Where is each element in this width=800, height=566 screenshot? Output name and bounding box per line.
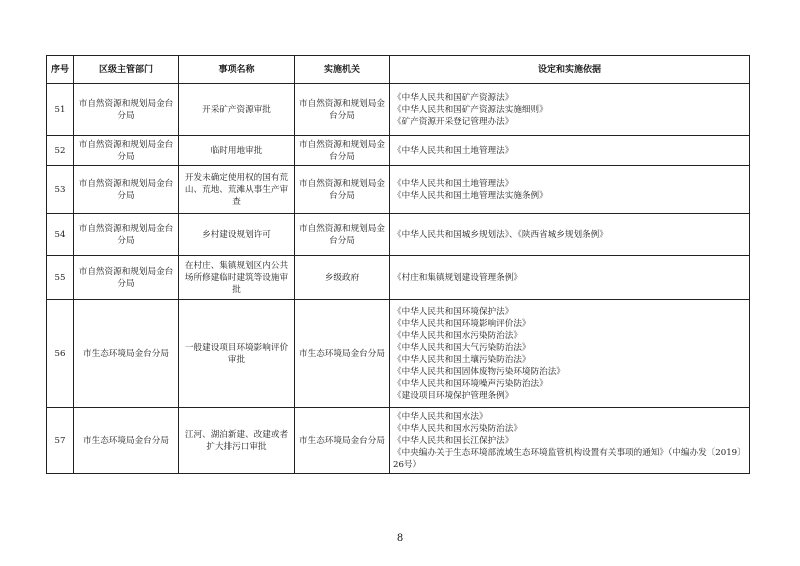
header-implementing-agency: 实施机关 [295,56,390,84]
approval-items-table [46,55,750,474]
header-legal-basis: 设定和实施依据 [390,56,750,84]
header-serial-number: 序号 [47,56,74,84]
basis-line: 《矿产资源开采登记管理办法》 [393,116,514,127]
page-number: 8 [396,533,404,544]
table-row [47,256,750,300]
basis-line: 《中华人民共和国长江保护法》 [393,435,514,446]
header-department: 区级主管部门 [74,56,179,84]
row-legal-basis [390,408,750,474]
row-department: 市自然资源和规划局金台分局 [74,166,179,214]
row-item-name: 乡村建设规划许可 [179,214,295,256]
row-number: 57 [47,408,74,474]
basis-line: 《建设项目环境保护管理条例》 [393,390,514,401]
row-number: 51 [47,84,74,136]
row-item-name: 临时用地审批 [179,136,295,166]
basis-line: 《中华人民共和国土地管理法实施条例》 [393,190,548,201]
basis-line: 《中华人民共和国水法》 [393,411,488,422]
row-department: 市生态环境局金台分局 [74,300,179,408]
basis-line: 《中华人民共和国矿产资源法实施细则》 [393,104,548,115]
row-item-name: 开发未确定使用权的国有荒山、荒地、荒滩从事生产审查 [179,166,295,214]
row-agency: 市自然资源和规划局金台分局 [295,84,390,136]
basis-line: 《中华人民共和国环境保护法》 [393,306,514,317]
table-row [47,136,750,166]
row-legal-basis [390,256,750,300]
row-department: 市自然资源和规划局金台分局 [74,136,179,166]
table-header-row [47,56,750,84]
basis-line: 《村庄和集镇规划建设管理条例》 [393,272,522,283]
row-agency: 乡级政府 [295,256,390,300]
row-number: 53 [47,166,74,214]
row-department: 市生态环境局金台分局 [74,408,179,474]
basis-line: 《中华人民共和国土地管理法》 [393,178,514,189]
basis-line: 《中华人民共和国水污染防治法》 [393,330,522,341]
row-department: 市自然资源和规划局金台分局 [74,256,179,300]
row-agency: 市自然资源和规划局金台分局 [295,166,390,214]
row-agency: 市生态环境局金台分局 [295,300,390,408]
basis-line: 《中华人民共和国水污染防治法》 [393,423,522,434]
row-department: 市自然资源和规划局金台分局 [74,84,179,136]
row-legal-basis [390,84,750,136]
row-department: 市自然资源和规划局金台分局 [74,214,179,256]
basis-line: 《中华人民共和国矿产资源法》 [393,92,514,103]
row-agency: 市自然资源和规划局金台分局 [295,136,390,166]
basis-line: 《中华人民共和国环境影响评价法》 [393,318,531,329]
basis-line: 《中华人民共和国土壤污染防治法》 [393,354,531,365]
row-item-name: 在村庄、集镇规划区内公共场所修建临时建筑等设施审批 [179,256,295,300]
row-legal-basis [390,214,750,256]
basis-line: 《中华人民共和国环境噪声污染防治法》 [393,378,548,389]
table-row [47,300,750,408]
basis-line: 《中华人民共和国大气污染防治法》 [393,342,531,353]
row-agency: 市自然资源和规划局金台分局 [295,214,390,256]
row-agency: 市生态环境局金台分局 [295,408,390,474]
row-item-name: 开采矿产资源审批 [179,84,295,136]
basis-line: 《中华人民共和国固体废物污染环境防治法》 [393,366,565,377]
row-legal-basis [390,300,750,408]
table-row [47,166,750,214]
row-legal-basis [390,166,750,214]
row-legal-basis [390,136,750,166]
basis-line: 《中华人民共和国土地管理法》 [393,145,514,156]
basis-line: 《中华人民共和国城乡规划法》、《陕西省城乡规划条例》 [393,229,608,240]
header-item-name: 事项名称 [179,56,295,84]
row-number: 56 [47,300,74,408]
row-item-name: 江河、湖泊新建、改建或者扩大排污口审批 [179,408,295,474]
table-row [47,84,750,136]
table-row [47,214,750,256]
row-number: 54 [47,214,74,256]
row-number: 52 [47,136,74,166]
row-item-name: 一般建设项目环境影响评价审批 [179,300,295,408]
basis-line: 《中央编办关于生态环境部流域生态环境监管机构设置有关事项的通知》（中编办发〔2019〕26号） [393,447,746,470]
table-row [47,408,750,474]
row-number: 55 [47,256,74,300]
